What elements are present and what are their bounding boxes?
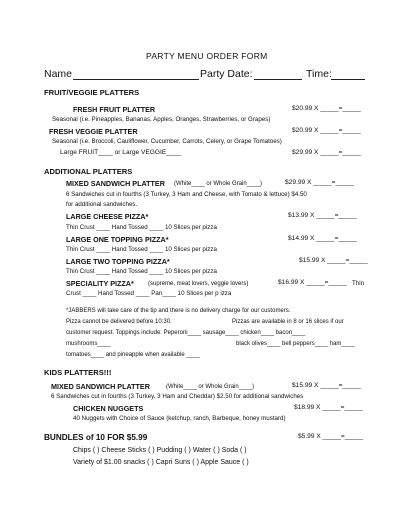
sandwich-bread-options[interactable]: (White____ or Whole Grain____)	[174, 181, 263, 187]
sandwich-platter-price[interactable]: $29.99 X _____=_____	[285, 179, 354, 186]
veggie-platter-title: FRESH VEGGIE PLATTER	[49, 127, 138, 136]
form-title: PARTY MENU ORDER FORM	[146, 51, 268, 61]
specialty-pizza-title: SPECIALITY PIZZA*	[66, 279, 134, 288]
bundles-heading: BUNDLES of 10 FOR $5.99	[44, 433, 148, 442]
kids-sandwich-title: MIXED SANDWICH PLATTER	[51, 382, 150, 391]
one-topping-crust[interactable]: Thin Crust ____ Hand Tossed ____ 10 Slices per pizza	[66, 246, 217, 253]
bundles-price[interactable]: $5.99 X _____=_____	[298, 433, 364, 440]
time-field[interactable]	[331, 73, 365, 80]
kids-heading: KIDS PLATTERS!!!	[44, 368, 112, 377]
notes-line-3[interactable]: customer request. Toppings include: Peperoni____ sausage____ chicken____ bacon____	[66, 330, 306, 336]
fruit-veggie-heading: FRUIT/VEGGIE PLATTERS	[44, 88, 140, 97]
large-platter-choice[interactable]: Large FRUIT____ or Large VEGGIE____	[60, 149, 181, 156]
sandwich-platter-title: MIXED SANDWICH PLATTER	[66, 179, 165, 188]
party-date-field[interactable]	[254, 73, 302, 80]
kids-sandwich-price[interactable]: $15.99 X _____=_____	[292, 382, 361, 389]
one-topping-title: LARGE ONE TOPPING PIZZA*	[66, 235, 169, 244]
specialty-thin-label: Thin	[352, 280, 365, 287]
kids-sandwich-desc: 6 Sandwiches cut in fourths (3 Turkey, 3 Ham and Cheddar) $2.50 for additional sandwiches	[51, 393, 304, 400]
nuggets-title: CHICKEN NUGGETS	[73, 404, 144, 413]
notes-line-1: *JABBERS will take care of the tip and there is no delivery charge for our customers.	[66, 308, 291, 314]
cheese-pizza-crust[interactable]: Thin Crust ____ Hand Tossed ____ 10 Slices per pizza	[66, 224, 217, 231]
notes-line-5[interactable]: tomatoes____ and pineapple when available ____	[66, 352, 200, 358]
fruit-platter-desc: Seasonal (i.e. Pineapples, Bananas, Apples, Oranges, Strawberries, or Grapes)	[52, 116, 271, 123]
notes-line-2a: Pizza cannot be delivered before 10:30.	[66, 319, 172, 325]
two-topping-crust[interactable]: Thin Crust ____ Hand Tossed ____ 10 Slices per pizza	[66, 268, 217, 275]
notes-line-2b: Pizzas are available in 8 or 16 slices if our	[232, 319, 344, 325]
name-field[interactable]	[73, 73, 199, 80]
nuggets-desc: 40 Nuggets with Choice of Sauce (ketchup, ranch, Barbeque, honey mustard)	[73, 415, 286, 422]
specialty-pizza-options: (supreme, meat lovers, veggie lovers)	[148, 281, 249, 287]
cheese-pizza-title: LARGE CHEESE PIZZA*	[66, 212, 149, 221]
party-date-label: Party Date:	[200, 68, 253, 80]
two-topping-price[interactable]: $15.99 X _____=_____	[299, 257, 368, 264]
one-topping-price[interactable]: $14.99 X _____=_____	[288, 235, 357, 242]
nuggets-price[interactable]: $18.99 X _____=_____	[294, 404, 363, 411]
veggie-platter-price[interactable]: $20.99 X _____=_____	[292, 127, 361, 134]
large-platter-price[interactable]: $29.99 X _____=_____	[292, 149, 361, 156]
time-label: Time:	[306, 68, 332, 80]
notes-line-4a[interactable]: mushrooms____	[66, 341, 111, 347]
specialty-pizza-crust[interactable]: Crust ____ Hand Tossed ____ Pan____ 10 Slices per p izza	[66, 290, 232, 297]
sandwich-desc-2: for additional sandwiches.	[66, 201, 138, 208]
two-topping-title: LARGE TWO TOPPING PIZZA*	[66, 257, 170, 266]
fruit-platter-title: FRESH FRUIT PLATTER	[73, 105, 156, 114]
notes-line-4b[interactable]: black olives____ bell peppers____ ham____	[236, 341, 355, 347]
kids-sandwich-options[interactable]: (White____ or Whole Grain____)	[166, 384, 255, 390]
specialty-pizza-price[interactable]: $16.99 X _____=_____	[278, 279, 347, 286]
name-label: Name	[44, 68, 73, 80]
veggie-platter-desc: Seasonal (i.e. Broccoli, Cauliflower, Cucumber, Carrots, Celery, or Grape Tomatoes)	[52, 138, 282, 145]
bundles-line-1[interactable]: Chips ( ) Cheese Sticks ( ) Pudding ( ) Water ( ) Soda ( )	[73, 447, 247, 454]
bundles-line-2[interactable]: Variety of $1.00 snacks ( ) Capri Suns ( ) Apple Sauce ( )	[73, 459, 249, 466]
cheese-pizza-price[interactable]: $13.99 X _____=_____	[288, 212, 357, 219]
fruit-platter-price[interactable]: $20.99 X _____=_____	[292, 105, 361, 112]
sandwich-desc-1: 6 Sandwiches cut in fourths (3 Turkey, 3 Ham and Cheese, with Tomato & lettuce) $4.50	[66, 191, 307, 198]
additional-heading: ADDITIONAL PLATTERS	[44, 167, 133, 176]
